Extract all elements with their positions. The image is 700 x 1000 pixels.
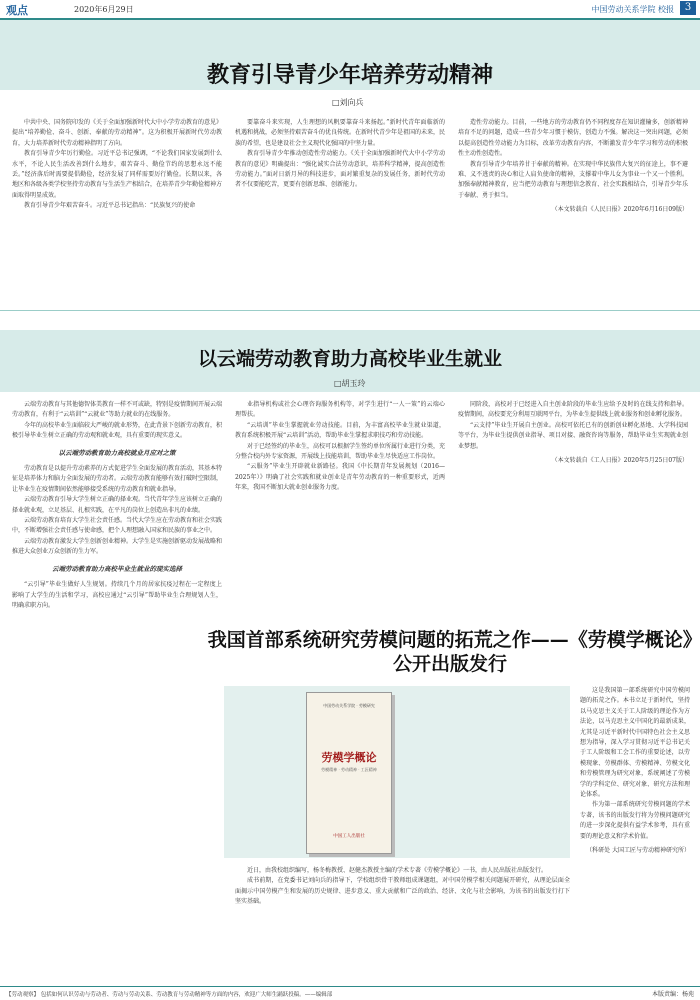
book-subtitle: 劳模精神 · 劳动精神 · 工匠精神 — [321, 767, 377, 772]
divider — [0, 310, 700, 311]
article2-author: □胡玉玲 — [334, 379, 366, 388]
paragraph: 劳动教育是以提升劳动素养的方式促进学生全面发展的教育活动，其基本特征是培养体力和脑力全面发展的劳动者。云端劳动教育能够有效打破时空限制，让毕业生在疫情期间依然能够接受系统的劳动教育和就业指导。 — [12, 465, 222, 493]
article1-col1 — [12, 118, 222, 308]
article1-author: □刘向兵 — [332, 98, 364, 107]
article2-title: 以云端劳动教育助力高校毕业生就业 — [197, 348, 502, 370]
paragraph: 同阶段，高校对于已经进入自主创业阶段的毕业生应给予及时的在线支持和指导。疫情期间，高校要充分利用互联网平台，为毕业生提供线上就业服务和创业孵化服务。 — [458, 401, 688, 419]
paragraph: 近日，由我校组织编写，杨冬梅教授、赵健杰教授主编的学术专著《劳模学概论》一书，由人民出版社出版发行。 — [247, 867, 548, 874]
paragraph: “云支持”毕业生开展自主创业。高校可依托已有的创新创业孵化基地、大学科技园等平台，为毕业生提供创业指导、项目对接、融资咨询等服务，帮助毕业生实现就业创业梦想。 — [458, 421, 688, 450]
paragraph: 这是我国第一部系统研究中国劳模问题的拓荒之作。本书立足于新时代，坚持以马克思主义关于工人阶级的理论作为方法论，以马克思主义中国化的最新成果，尤其是习近平新时代中国特色社会主义思想为指导，深入学习贯彻习近平总书记关于工人阶级和工会工作的重要论述，以劳模现象、劳模群体、劳模精神、劳模文化和劳模管理为研究对象，系统阐述了劳模学的学科定位、研究对象、研究方法和理论体系。 — [580, 687, 690, 799]
paragraph: 教育引导青少年推动创造性劳动能力。《关于全面加强新时代大中小学劳动教育的意见》明确提出：“强化诚实合法劳动意识，培养科学精神，提高创造性劳动能力。”面对日新月异的科技进步，面对繁重复杂的发展任务，新时代劳动者不仅要能吃苦，更要有创新思维、创新能力。 — [235, 150, 445, 189]
book-title: 劳模学概论 — [321, 751, 377, 764]
paragraph: 云端劳动教育引导大学生树立正确的择业观。当代青年学生应该树立正确的择业就业观，立足基层、扎根实践，在平凡的岗位上创造出非凡的业绩。 — [12, 496, 222, 514]
footer-editor: 本版责编：杨苑 — [651, 991, 694, 998]
paragraph: “云培训”毕业生掌握就业劳动技能。目前，为丰富高校毕业生就业渠道，教育系统积极开展“云培训”活动，帮助毕业生掌握求职技巧和劳动技能。 — [235, 421, 445, 440]
masthead — [0, 0, 700, 20]
article2-col3 — [458, 400, 688, 625]
section-name: 观点 — [6, 4, 28, 17]
article2-source: （本文转载自《工人日报》2020年5月25日07版） — [551, 457, 688, 465]
article3-title: 我国首部系统研究劳模问题的拓荒之作——《劳模学概论》公开出版发行 — [207, 629, 693, 675]
paragraph: “云引导”毕业生做好人生规划。持续几个月的居家抗疫过程在一定程度上影响了大学生的生活和学习，高校应通过“云引导”帮助毕业生合理规划人生，明确求职方向。 — [12, 581, 222, 609]
footer — [0, 986, 700, 1000]
paragraph: 造性劳动能力。目前，一些地方的劳动教育仍不同程度存在知识灌输多，创新精神培育不足的问题，造成一些青少年习惯于模仿，创造力不强。解决这一突出问题，必须以提高创造性劳动能力为目标，改革劳动教育内容，不断激发青少年学习和劳动的积极性主动性创造性。 — [458, 119, 688, 158]
article1-title: 教育引导青少年培养劳动精神 — [206, 62, 493, 88]
subheading: 云端劳动教育助力高校毕业生就业的现实选择 — [52, 564, 182, 573]
article3-source: （科研处 大国工匠与劳动精神研究所） — [586, 847, 690, 855]
article1-col2 — [235, 118, 445, 308]
paragraph: 教育引导青少年厉行勤俭。习近平总书记强调，“不论我们国家发展到什么水平，不论人民生活改善到什么地步，艰苦奋斗、勤俭节约的思想永远不能丢。”经济落后时需要提倡勤俭，经济发展了同样需要厉行勤俭。长期以来，各地区和各级各类学校坚持劳动教育与生活生产相结合，在培养青少年勤俭精神方面取得明显成效。 — [12, 150, 222, 199]
paragraph: 成书前期，在党委书记刘向兵的指导下，学校组织骨干教师组成课题组，对中国劳模学相关问题展开研究，从理论层面全面揭示中国劳模产生和发展的历史规律、进步意义、重大贡献和广泛的政治、经济、文化与社会影响，为该书的出版发行打下坚实基础。 — [235, 877, 570, 906]
paragraph: 中共中央、国务院印发的《关于全面加强新时代大中小学劳动教育的意见》提出“培养勤俭、奋斗、创新、奉献的劳动精神”。这为积极开展新时代劳动教育，大力培养新时代劳动精神指明了方向。 — [12, 119, 222, 147]
article3-bottom-text — [235, 866, 570, 976]
paragraph: “云服务”毕业生开辟就业新路径。我国《中长期青年发展规划（2016—2025年）》明确了社会实践和就业创业是青年劳动教育的一种重要形式，近两年来，我国不断加大就业创业服务力度。 — [235, 463, 445, 492]
article2-col2 — [235, 400, 445, 625]
book-image-panel — [224, 686, 570, 858]
paragraph: 云端劳动教育与其他德智体美教育一样不可或缺，特别是疫情期间开展云端劳动教育，有利于“云培训”“云就业”等助力就业的在线服务。 — [12, 401, 222, 419]
paragraph: 今年的高校毕业生面临较大严峻的就业形势，在此背景下创新劳动教育，积极引导毕业生树立正确的劳动观和就业观，具有重要的现实意义。 — [12, 421, 222, 440]
article2-col1 — [12, 400, 222, 980]
article1-col3 — [458, 118, 688, 308]
book-publisher: 中国工人出版社 — [333, 834, 365, 839]
paragraph: 云端劳动教育激发大学生创新创业精神。大学生是实施创新驱动发展战略和推进大众创业万众创新的生力军。 — [12, 537, 222, 556]
book-series: 中国劳动关系学院 · 劳模研究 — [323, 703, 375, 708]
paragraph: 作为第一部系统研究劳模问题的学术专著，该书的出版发行将为劳模问题研究的进一步深化提供有益学术参考，具有重要的理论意义和学术价值。 — [580, 801, 690, 840]
subheading: 以云端劳动教育助力高校就业月应对之策 — [58, 448, 176, 457]
footer-note: 【劳动观察】 包括如何认识劳动与劳动者、劳动与劳动关系、劳动教育与劳动精神等方面的内容，欢迎广大师生踊跃投稿。——编辑部 — [6, 992, 333, 998]
article3-right-col — [580, 686, 690, 976]
paragraph: 业指导机构或社会心理咨询服务机构等，对学生进行“一人一策”的云端心理帮扶。 — [235, 401, 445, 419]
paragraph: 云端劳动教育培育大学生社会责任感。当代大学生应在劳动教育和社会实践中，不断增强社会责任感与使命感，把个人理想融入国家和民族的事业之中。 — [12, 517, 222, 535]
paragraph: 对于已经签约的毕业生，高校可以根据学生签约单位所属行业进行分类，充分整合校内外专家资源，开展线上技能培训，帮助毕业生尽快适应工作岗位。 — [235, 442, 445, 461]
paragraph: 教育引导青少年艰苦奋斗。习近平总书记指出：“民族复兴的使命 — [24, 202, 196, 210]
paragraph: 要靠奋斗来实现，人生理想的风帆要靠奋斗来扬起。”新时代青年面临新的机遇和挑战，必须坚持艰苦奋斗的优良传统。在新时代青少年是祖国的未来，民族的希望，也是建设社会主义现代化强国的中坚力量。 — [235, 119, 445, 147]
paragraph: 教育引导青少年培养甘于奉献的精神。在实现中华民族伟大复兴的征途上，事不避难、义不逃责的决心和让人肩负使命的精神，支撑着中华儿女为事业一个又一个胜利。加强奉献精神教育，应当把劳动教育与理想信念教育、社会实践相结合，引导青少年乐于奉献、勇于担当。 — [458, 160, 688, 199]
article1-source: （本文转载自《人民日报》2020年6月16日09版） — [551, 206, 688, 214]
paper-name: 中国劳动关系学院 校报 — [591, 5, 674, 14]
page-number: 3 — [680, 1, 696, 15]
issue-date: 2020年6月29日 — [74, 5, 134, 14]
book-cover-image — [306, 692, 392, 854]
